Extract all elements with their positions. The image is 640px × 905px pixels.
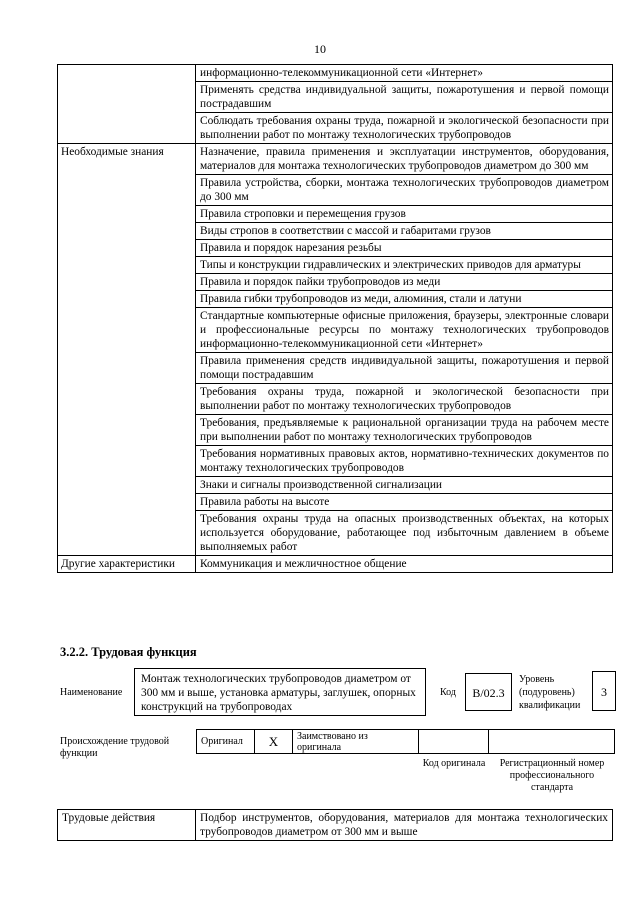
row-text: Правила устройства, сборки, монтажа технологических трубопроводов диаметром до 300 мм [196, 175, 613, 206]
row-text: информационно-телекоммуникационной сети «Интернет» [196, 65, 613, 82]
origin-label: Происхождение трудовой функции [60, 736, 170, 759]
table-row [58, 810, 613, 841]
row-text: Правила гибки трубопроводов из меди, алюминия, стали и латуни [196, 291, 613, 308]
row-text: Требования охраны труда, пожарной и экологической безопасности при выполнении работ по монтажу технологических трубопроводов [196, 384, 613, 415]
actions-label: Трудовые действия [58, 810, 196, 841]
row-text: Правила применения средств индивидуальной защиты, пожаротушения и первой помощи пострадавшим [196, 353, 613, 384]
knowledge-table [57, 64, 613, 573]
row-text: Правила работы на высоте [196, 494, 613, 511]
row-group-label: Необходимые знания [58, 144, 196, 556]
original-label: Оригинал [197, 730, 255, 754]
reg-caption: Регистрационный номер профессионального стандарта [499, 758, 605, 793]
code-box: B/02.3 [465, 673, 512, 711]
level-box: 3 [592, 671, 616, 711]
row-group-label: Другие характеристики [58, 556, 196, 573]
level-label: Уровень (подуровень) квалификации [519, 674, 581, 711]
code-label: Код [440, 687, 456, 698]
row-text: Стандартные компьютерные офисные приложения, браузеры, электронные словари и профессиональные ресурсы по монтажу технологических трубопроводов информационно-телекоммуникационной сети «Интернет» [196, 308, 613, 353]
row-text: Требования, предъявляемые к рациональной организации труда на рабочем месте при выполнении работ по монтажу технологических трубопроводов [196, 415, 613, 446]
row-text: Требования охраны труда на опасных производственных объектах, на которых используется оборудование, работающее под избыточным давлением в объеме выполняемых работ [196, 511, 613, 556]
table-row [58, 65, 613, 82]
table-row [58, 556, 613, 573]
row-group-label [58, 65, 196, 144]
row-text: Коммуникация и межличностное общение [196, 556, 613, 573]
borrowed-label: Заимствовано из оригинала [293, 730, 419, 754]
origin-table [196, 729, 615, 754]
table-row [58, 144, 613, 175]
row-text: Типы и конструкции гидравлических и электрических приводов для арматуры [196, 257, 613, 274]
row-text: Виды стропов в соответствии с массой и габаритами грузов [196, 223, 613, 240]
row-text: Правила и порядок пайки трубопроводов из меди [196, 274, 613, 291]
code-caption: Код оригинала [422, 758, 486, 769]
row-text: Применять средства индивидуальной защиты, пожаротушения и первой помощи пострадавшим [196, 82, 613, 113]
row-text: Требования нормативных правовых актов, нормативно-технических документов по монтажу технологических трубопроводов [196, 446, 613, 477]
row-text: Правила и порядок нарезания резьбы [196, 240, 613, 257]
actions-table [57, 809, 613, 841]
original-mark: X [255, 730, 293, 754]
row-text: Назначение, правила применения и эксплуатации инструментов, оборудования, материалов для монтажа технологических трубопроводов диаметром до 300 мм [196, 144, 613, 175]
actions-text: Подбор инструментов, оборудования, материалов для монтажа технологических трубопроводов диаметром от 300 мм и выше [196, 810, 613, 841]
section-title: 3.2.2. Трудовая функция [60, 645, 197, 659]
origin-reg-cell [489, 730, 615, 754]
function-name-box: Монтаж технологических трубопроводов диаметром от 300 мм и выше, установка арматуры, заглушек, опорных конструкций на трубопроводах [134, 668, 426, 716]
row-text: Знаки и сигналы производственной сигнализации [196, 477, 613, 494]
name-label: Наименование [60, 687, 123, 698]
origin-code-cell [419, 730, 489, 754]
row-text: Соблюдать требования охраны труда, пожарной и экологической безопасности при выполнении работ по монтажу технологических трубопроводов [196, 113, 613, 144]
row-text: Правила строповки и перемещения грузов [196, 206, 613, 223]
page-number: 10 [314, 42, 326, 56]
